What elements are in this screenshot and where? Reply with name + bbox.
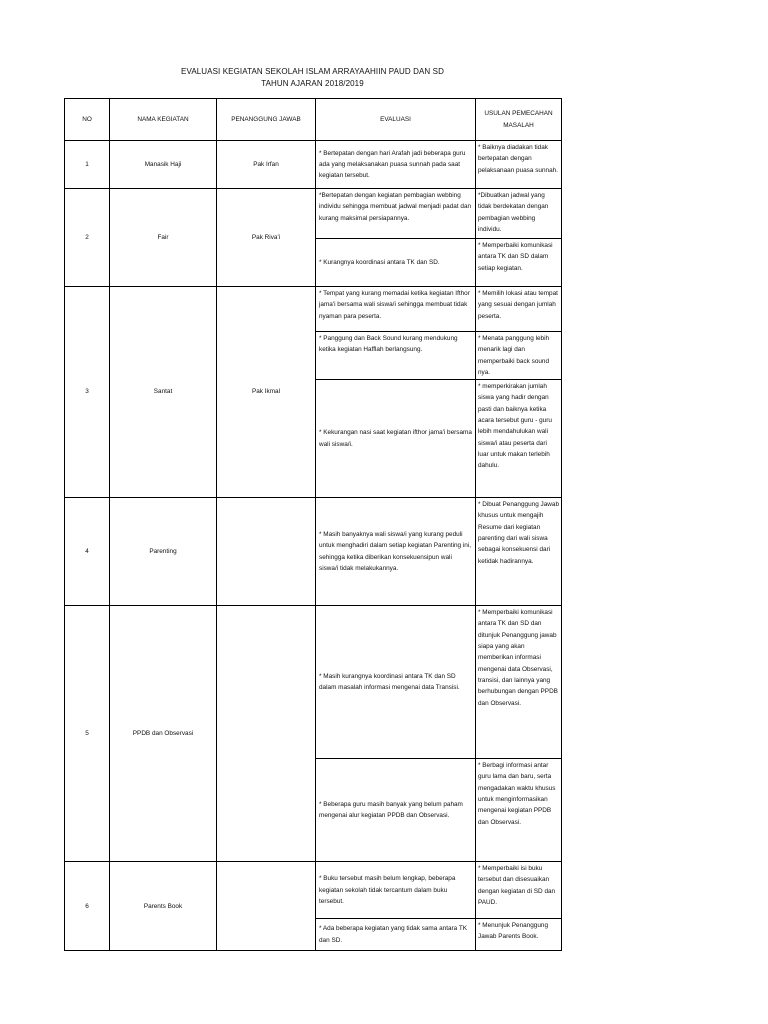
- activity-name: Santat: [110, 287, 217, 498]
- row-number: 5: [65, 606, 110, 862]
- table-row: [65, 287, 562, 332]
- person-in-charge: [217, 498, 316, 606]
- evaluation-text: * Bertepatan dengan hari Arafah jadi beberapa guru ada yang melaksanakan puasa sunnah pada saat kegiatan tersebut.: [316, 141, 476, 189]
- table-row: [65, 498, 562, 606]
- evaluation-text: *Bertepatan dengan kegiatan pembagian webbing individu sehingga membuat jadwal menjadi padat dan kurang maksimal persiapannya.: [316, 189, 476, 239]
- document-subtitle: TAHUN AJARAN 2018/2019: [261, 79, 364, 88]
- activity-name: Parents Book: [110, 862, 217, 951]
- person-in-charge: [217, 606, 316, 862]
- solution-text: * memperkirakan jumlah siswa yang hadir dengan pasti dan baiknya ketika acara tersebut guru - guru lebih mendahulukan wali siswa/i atau peserta dari luar untuk makan terlebih dahulu.: [476, 380, 562, 498]
- header-row: [65, 99, 562, 141]
- header-nama-kegiatan: NAMA KEGIATAN: [110, 99, 217, 141]
- solution-text: * Baiknya diadakan tidak bertepatan dengan pelaksanaan puasa sunnah.: [476, 141, 562, 189]
- person-in-charge: Pak Riva'i: [217, 189, 316, 287]
- row-number: 1: [65, 141, 110, 189]
- row-number: 2: [65, 189, 110, 287]
- solution-text: * Dibuat Penanggung Jawab khusus untuk mengajih Resume dari kegiatan parenting dari wali siswa sebagai konsekuensi dari ketidak hadirannya.: [476, 498, 562, 606]
- solution-text: * Berbagi informasi antar guru lama dan baru, serta mengadakan waktu khusus untuk menginformasikan mengenai kegiatan PPDB dan Observasi.: [476, 759, 562, 862]
- row-number: 3: [65, 287, 110, 498]
- header-evaluasi: EVALUASI: [316, 99, 476, 141]
- evaluation-text: * Buku tersebut masih belum lengkap, beberapa kegiatan sekolah tidak tercantum dalam buku tersebut.: [316, 862, 476, 919]
- activity-name: Fair: [110, 189, 217, 287]
- evaluation-text: * Kurangnya koordinasi antara TK dan SD.: [316, 239, 476, 287]
- activity-name: PPDB dan Observasi: [110, 606, 217, 862]
- person-in-charge: Pak Ikmal: [217, 287, 316, 498]
- solution-text: * Memperbaiki komunikasi antara TK dan SD dan ditunjuk Penanggung jawab siapa yang akan memberikan informasi mengenai data Observasi, transisi, dan lainnya yang berhubungan dengan PPDB dan Observasi.: [476, 606, 562, 759]
- evaluation-text: * Beberapa guru masih banyak yang belum paham mengenai alur kegiatan PPDB dan Observasi.: [316, 759, 476, 862]
- table-row: [65, 862, 562, 919]
- solution-text: * Memperbaiki komunikasi antara TK dan SD dalam setiap kegiatan.: [476, 239, 562, 287]
- header-penanggung-jawab: PENANGGUNG JAWAB: [217, 99, 316, 141]
- solution-text: * Memilih lokasi atau tempat yang sesuai dengan jumlah peserta.: [476, 287, 562, 332]
- table-row: [65, 606, 562, 759]
- evaluation-text: * Masih kurangnya koordinasi antara TK dan SD dalam masalah informasi mengenai data Transisi.: [316, 606, 476, 759]
- document-title: EVALUASI KEGIATAN SEKOLAH ISLAM ARRAYAAHIIN PAUD DAN SD: [181, 67, 444, 76]
- solution-text: * Menunjuk Penanggung Jawab Parents Book.: [476, 919, 562, 951]
- activity-name: Parenting: [110, 498, 217, 606]
- evaluation-text: * Kekurangan nasi saat kegiatan ifthor jama'i bersama wali siswa/i.: [316, 380, 476, 498]
- table-row: [65, 141, 562, 189]
- evaluation-table: [64, 98, 562, 951]
- row-number: 4: [65, 498, 110, 606]
- person-in-charge: Pak Irfan: [217, 141, 316, 189]
- evaluation-text: * Ada beberapa kegiatan yang tidak sama antara TK dan SD.: [316, 919, 476, 951]
- solution-text: *Dibuatkan jadwal yang tidak berdekatan dengan pembagian webbing individu.: [476, 189, 562, 239]
- solution-text: * Memperbaiki isi buku tersebut dan disesuaikan dengan kegiatan di SD dan PAUD.: [476, 862, 562, 919]
- evaluation-text: * Tempat yang kurang memadai ketika kegiatan Ifthor jama'i bersama wali siswa/i sehingga membuat tidak nyaman para peserta.: [316, 287, 476, 332]
- person-in-charge: [217, 862, 316, 951]
- row-number: 6: [65, 862, 110, 951]
- table-row: [65, 189, 562, 239]
- header-no: NO: [65, 99, 110, 141]
- solution-text: * Menata panggung lebih menarik lagi dan memperbaiki back sound nya.: [476, 332, 562, 380]
- evaluation-text: * Panggung dan Back Sound kurang mendukung ketika kegiatan Hafflah berlangsung.: [316, 332, 476, 380]
- header-usulan: USULAN PEMECAHAN MASALAH: [476, 99, 562, 141]
- evaluation-text: * Masih banyaknya wali siswa/i yang kurang peduli untuk menghadiri dalam setiap kegiatan Parenting ini, sehingga ketika diberikan konsekuensipun wali siswa/i tidak melakukannya.: [316, 498, 476, 606]
- activity-name: Manasik Haji: [110, 141, 217, 189]
